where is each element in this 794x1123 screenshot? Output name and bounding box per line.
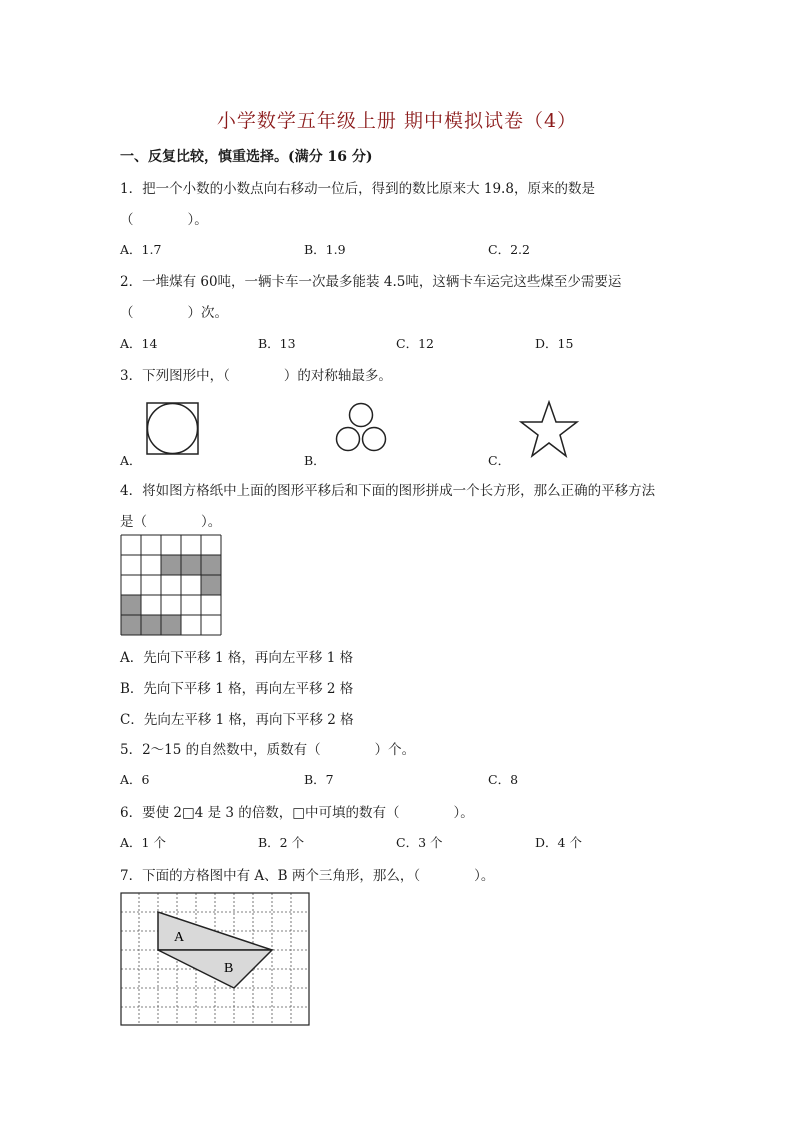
page-title: 小学数学五年级上册 期中模拟试卷（4） xyxy=(216,110,578,132)
question-2-option-d: D．15 xyxy=(535,336,574,351)
question-7-text: 7．下面的方格图中有 A、B 两个三角形，那么，（ ）。 xyxy=(120,868,495,884)
section-heading-1: 一、反复比较，慎重选择。(满分 16 分) xyxy=(120,149,373,165)
question-3-option-b: B． xyxy=(304,453,326,468)
translation-grid-figure xyxy=(120,534,222,636)
question-3-option-a: A． xyxy=(120,453,142,468)
question-2-option-b: B．13 xyxy=(258,336,296,351)
question-5-option-b: B．7 xyxy=(304,772,334,787)
question-5-option-c: C．8 xyxy=(488,772,519,787)
question-1-option-c: C．2.2 xyxy=(488,242,530,257)
circle-in-square-figure xyxy=(146,402,200,456)
triangle-b-label: B xyxy=(224,961,234,976)
triangle-a-label: A xyxy=(174,930,185,945)
question-2-blank: （ ）次。 xyxy=(120,305,228,321)
shaded-cell xyxy=(201,575,221,595)
shaded-cell xyxy=(121,615,141,635)
question-4-option-c: C．先向左平移 1 格，再向下平移 2 格 xyxy=(120,712,354,728)
shaded-cell xyxy=(161,555,181,575)
question-3-text: 3．下列图形中，（ ）的对称轴最多。 xyxy=(120,368,392,384)
shaded-cell xyxy=(121,595,141,615)
question-1-blank: （ ）。 xyxy=(120,212,208,228)
shaded-cell xyxy=(201,555,221,575)
question-6-option-d: D．4 个 xyxy=(535,835,582,850)
question-4-text: 4．将如图方格纸中上面的图形平移后和下面的图形拼成一个长方形，那么正确的平移方法 xyxy=(120,483,656,499)
question-4-option-b: B．先向下平移 1 格，再向左平移 2 格 xyxy=(120,681,354,697)
question-5-text: 5．2～15 的自然数中，质数有（ ）个。 xyxy=(120,742,416,758)
question-6-option-b: B．2 个 xyxy=(258,835,305,850)
question-1-option-b: B．1.9 xyxy=(304,242,346,257)
shaded-cell xyxy=(181,555,201,575)
three-circles-figure xyxy=(334,402,388,454)
question-2-option-a: A．14 xyxy=(120,336,158,351)
question-3-option-c: C． xyxy=(488,453,511,468)
question-6-option-c: C．3 个 xyxy=(396,835,443,850)
shaded-cell xyxy=(161,615,181,635)
triangles-grid-figure xyxy=(120,892,311,1027)
question-1-option-a: A．1.7 xyxy=(120,242,162,257)
star-figure xyxy=(518,400,580,458)
question-4-blank: 是（ ）。 xyxy=(120,514,222,530)
question-2-option-c: C．12 xyxy=(396,336,434,351)
shaded-cell xyxy=(141,615,161,635)
question-1-text: 1．把一个小数的小数点向右移动一位后，得到的数比原来大 19.8，原来的数是 xyxy=(120,181,595,197)
question-6-text: 6．要使 2□4 是 3 的倍数，□中可填的数有（ ）。 xyxy=(120,805,474,821)
question-6-option-a: A．1 个 xyxy=(120,835,166,850)
question-4-option-a: A．先向下平移 1 格，再向左平移 1 格 xyxy=(120,650,354,666)
question-2-text: 2．一堆煤有 60吨，一辆卡车一次最多能装 4.5吨，这辆卡车运完这些煤至少需要运 xyxy=(120,274,622,290)
question-5-option-a: A．6 xyxy=(120,772,150,787)
